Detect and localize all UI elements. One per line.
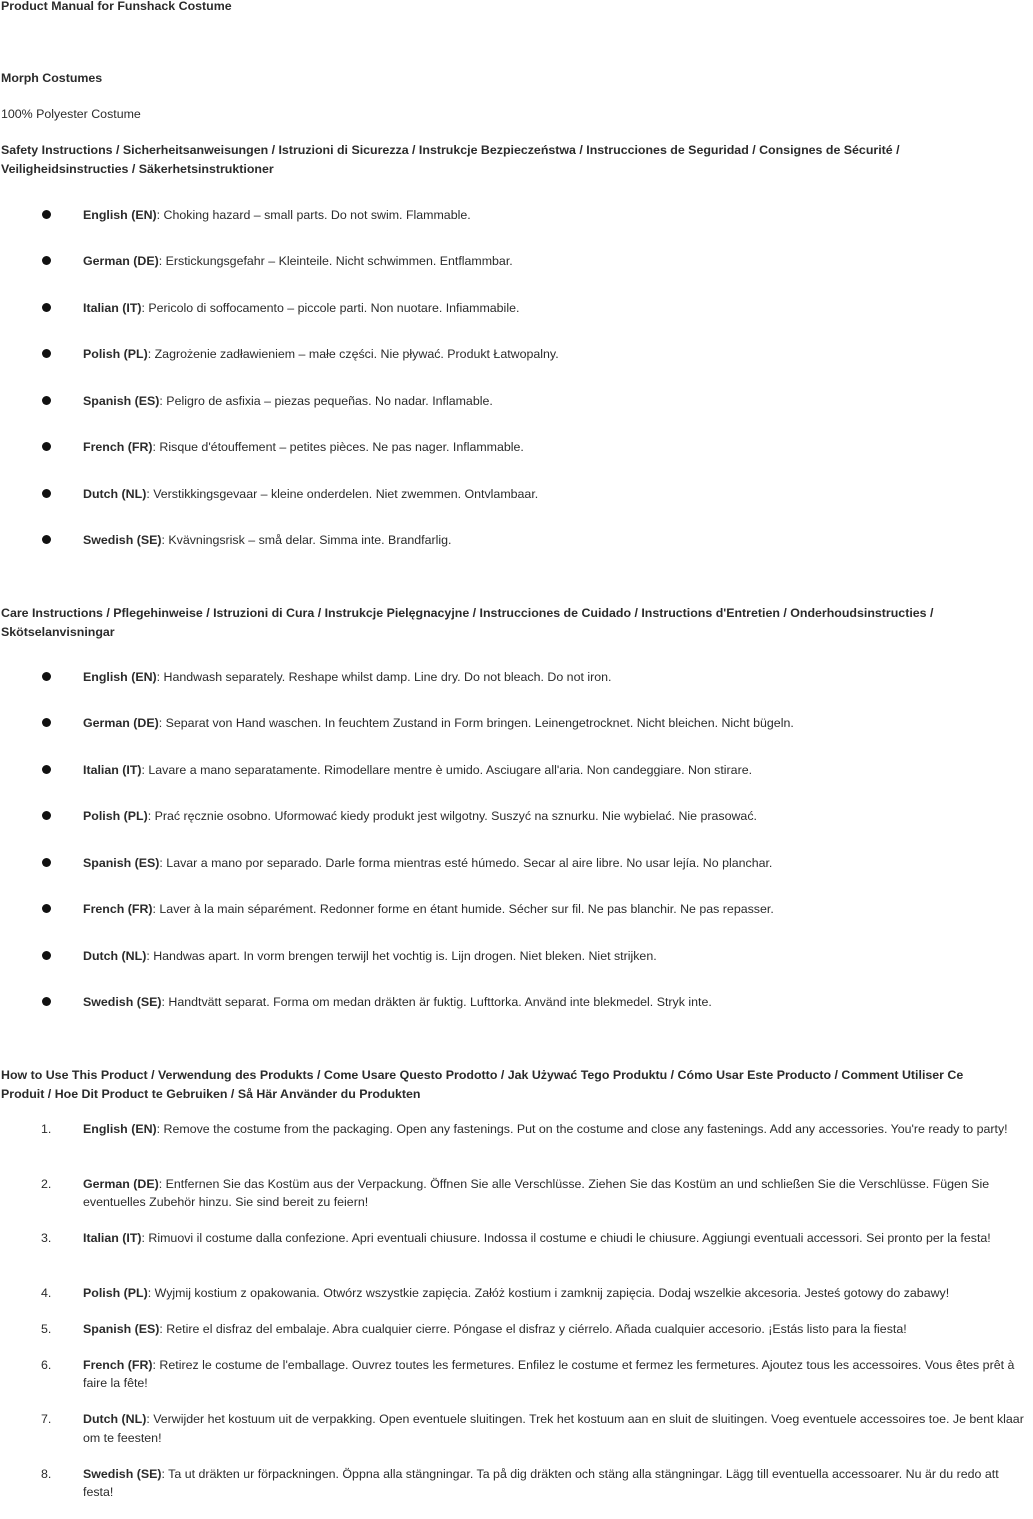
instruction-text: : Lavar a mano por separado. Darle forma mientras esté húmedo. Secar al aire libre. No usar lejía. No planchar.	[159, 856, 772, 870]
bullet-icon	[42, 303, 51, 312]
step-number: 4.	[41, 1284, 61, 1303]
bullet-icon	[42, 951, 51, 960]
language-label: Spanish (ES)	[83, 394, 159, 408]
instruction-text: : Retirez le costume de l'emballage. Ouvrez toutes les fermetures. Enfilez le costume et fermez les fermetures. Ajoutez tous les accessoires. Vous êtes prêt à faire la fête!	[83, 1358, 1014, 1391]
list-item	[0, 993, 1033, 1039]
instruction-text: : Verwijder het kostuum uit de verpakking. Open eventuele sluitingen. Trek het kostuum aan en sluit de sluitingen. Voeg eventuele accessoires toe. Je bent klaar om te feesten!	[83, 1412, 1024, 1445]
instruction-text: : Lavare a mano separatamente. Rimodellare mentre è umido. Asciugare all'aria. Non candeggiare. Non stirare.	[142, 763, 753, 777]
instruction-text: : Pericolo di soffocamento – piccole parti. Non nuotare. Infiammabile.	[142, 301, 520, 315]
bullet-icon	[42, 210, 51, 219]
list-item	[0, 1229, 1033, 1284]
instruction-text: : Rimuovi il costume dalla confezione. Apri eventuali chiusure. Indossa il costume e chiudi le chiusure. Aggiungi eventuali accessori. Sei pronto per la festa!	[142, 1231, 991, 1245]
list-item	[0, 1320, 1033, 1356]
instruction-text: : Choking hazard – small parts. Do not swim. Flammable.	[157, 208, 471, 222]
bullet-icon	[42, 858, 51, 867]
list-item	[0, 714, 1033, 760]
language-label: English (EN)	[83, 208, 157, 222]
language-label: Italian (IT)	[83, 763, 142, 777]
instruction-text: : Laver à la main séparément. Redonner forme en étant humide. Sécher sur fil. Ne pas blanchir. Ne pas repasser.	[153, 902, 774, 916]
language-label: German (DE)	[83, 1177, 159, 1191]
list-item	[0, 252, 1033, 298]
language-label: French (FR)	[83, 440, 153, 454]
instruction-text: : Zagrożenie zadławieniem – małe części. Nie pływać. Produkt Łatwopalny.	[148, 347, 559, 361]
instruction-text: : Retire el disfraz del embalaje. Abra cualquier cierre. Póngase el disfraz y ciérrelo. Añada cualquier accesorio. ¡Estás listo para la fiesta!	[159, 1322, 906, 1336]
instruction-text: : Wyjmij kostium z opakowania. Otwórz wszystkie zapięcia. Załóż kostium i zamknij zapięcia. Dodaj wszelkie akcesoria. Jesteś gotowy do zabawy!	[148, 1286, 949, 1300]
language-label: Polish (PL)	[83, 1286, 148, 1300]
usage-heading: How to Use This Product / Verwendung des Produkts / Come Usare Questo Prodotto / Jak Używać Tego Produktu / Cómo Usar Este Producto / Comment Utiliser Ce Produit / Hoe Dit Product te Gebruiken / Så Här Använder du Produkten	[1, 1066, 1001, 1103]
step-number: 1.	[41, 1120, 61, 1139]
language-label: Swedish (SE)	[83, 1467, 162, 1481]
language-label: Dutch (NL)	[83, 487, 146, 501]
bullet-icon	[42, 718, 51, 727]
instruction-text: : Peligro de asfixia – piezas pequeñas. No nadar. Inflamable.	[159, 394, 492, 408]
bullet-icon	[42, 489, 51, 498]
language-label: Dutch (NL)	[83, 949, 146, 963]
language-label: English (EN)	[83, 670, 157, 684]
bullet-icon	[42, 904, 51, 913]
list-item	[0, 947, 1033, 993]
instruction-text: : Risque d'étouffement – petites pièces. Ne pas nager. Inflammable.	[153, 440, 524, 454]
list-item	[0, 438, 1033, 484]
instruction-text: : Ta ut dräkten ur förpackningen. Öppna alla stängningar. Ta på dig dräkten och stäng alla stängningar. Lägg till eventuella accessoarer. Nu är du redo att festa!	[83, 1467, 999, 1500]
bullet-icon	[42, 396, 51, 405]
language-label: Spanish (ES)	[83, 1322, 159, 1336]
language-label: Swedish (SE)	[83, 533, 162, 547]
language-label: Dutch (NL)	[83, 1412, 146, 1426]
language-label: Italian (IT)	[83, 301, 142, 315]
list-item	[0, 1410, 1033, 1465]
care-list	[0, 668, 1033, 1039]
instruction-text: : Erstickungsgefahr – Kleinteile. Nicht schwimmen. Entflammbar.	[159, 254, 513, 268]
list-item	[0, 1465, 1033, 1519]
instruction-text: : Prać ręcznie osobno. Uformować kiedy produkt jest wilgotny. Suszyć na sznurku. Nie wybielać. Nie prasować.	[148, 809, 757, 823]
care-heading: Care Instructions / Pflegehinweise / Istruzioni di Cura / Instrukcje Pielęgnacyjne / Instrucciones de Cuidado / Instructions d'Entretien / Onderhoudsinstructies / Skötselanvisningar	[1, 604, 1001, 641]
step-number: 6.	[41, 1356, 61, 1375]
instruction-text: : Handwas apart. In vorm brengen terwijl het vochtig is. Lijn drogen. Niet bleken. Niet strijken.	[146, 949, 656, 963]
bullet-icon	[42, 672, 51, 681]
language-label: French (FR)	[83, 1358, 153, 1372]
list-item	[0, 299, 1033, 345]
step-number: 8.	[41, 1465, 61, 1484]
step-number: 7.	[41, 1410, 61, 1429]
bullet-icon	[42, 535, 51, 544]
bullet-icon	[42, 442, 51, 451]
list-item	[0, 854, 1033, 900]
bullet-icon	[42, 256, 51, 265]
language-label: French (FR)	[83, 902, 153, 916]
bullet-icon	[42, 811, 51, 820]
list-item	[0, 1356, 1033, 1411]
list-item	[0, 668, 1033, 714]
list-item	[0, 345, 1033, 391]
list-item	[0, 531, 1033, 577]
step-number: 3.	[41, 1229, 61, 1248]
usage-list	[0, 1120, 1033, 1519]
document-title: Product Manual for Funshack Costume	[1, 0, 232, 16]
list-item	[0, 206, 1033, 252]
bullet-icon	[42, 349, 51, 358]
language-label: Italian (IT)	[83, 1231, 142, 1245]
instruction-text: : Remove the costume from the packaging. Open any fastenings. Put on the costume and close any fastenings. Add any accessories. You're ready to party!	[157, 1122, 1008, 1136]
safety-heading: Safety Instructions / Sicherheitsanweisungen / Istruzioni di Sicurezza / Instrukcje Bezpieczeństwa / Instrucciones de Seguridad / Consignes de Sécurité / Veiligheidsinstructies / Säkerhetsinstruktioner	[1, 141, 1001, 178]
language-label: Polish (PL)	[83, 809, 148, 823]
instruction-text: : Kvävningsrisk – små delar. Simma inte. Brandfarlig.	[162, 533, 452, 547]
language-label: German (DE)	[83, 254, 159, 268]
list-item	[0, 1175, 1033, 1230]
list-item	[0, 900, 1033, 946]
list-item	[0, 1120, 1033, 1175]
material-info: 100% Polyester Costume	[1, 105, 141, 124]
bullet-icon	[42, 997, 51, 1006]
list-item	[0, 392, 1033, 438]
language-label: English (EN)	[83, 1122, 157, 1136]
instruction-text: : Handtvätt separat. Forma om medan dräkten är fuktig. Lufttorka. Använd inte blekmedel. Stryk inte.	[162, 995, 712, 1009]
bullet-icon	[42, 765, 51, 774]
list-item	[0, 485, 1033, 531]
safety-list	[0, 206, 1033, 577]
list-item	[0, 1284, 1033, 1320]
brand-name: Morph Costumes	[1, 69, 102, 88]
instruction-text: : Handwash separately. Reshape whilst damp. Line dry. Do not bleach. Do not iron.	[157, 670, 612, 684]
language-label: German (DE)	[83, 716, 159, 730]
list-item	[0, 761, 1033, 807]
language-label: Spanish (ES)	[83, 856, 159, 870]
instruction-text: : Verstikkingsgevaar – kleine onderdelen. Niet zwemmen. Ontvlambaar.	[146, 487, 538, 501]
step-number: 2.	[41, 1175, 61, 1194]
step-number: 5.	[41, 1320, 61, 1339]
language-label: Swedish (SE)	[83, 995, 162, 1009]
instruction-text: : Entfernen Sie das Kostüm aus der Verpackung. Öffnen Sie alle Verschlüsse. Ziehen Sie das Kostüm an und schließen Sie die Verschlüsse. Fügen Sie eventuelles Zubehör hinzu. Sie sind bereit zu feiern!	[83, 1177, 989, 1210]
instruction-text: : Separat von Hand waschen. In feuchtem Zustand in Form bringen. Leinengetrocknet. Nicht bleichen. Nicht bügeln.	[159, 716, 794, 730]
list-item	[0, 807, 1033, 853]
language-label: Polish (PL)	[83, 347, 148, 361]
